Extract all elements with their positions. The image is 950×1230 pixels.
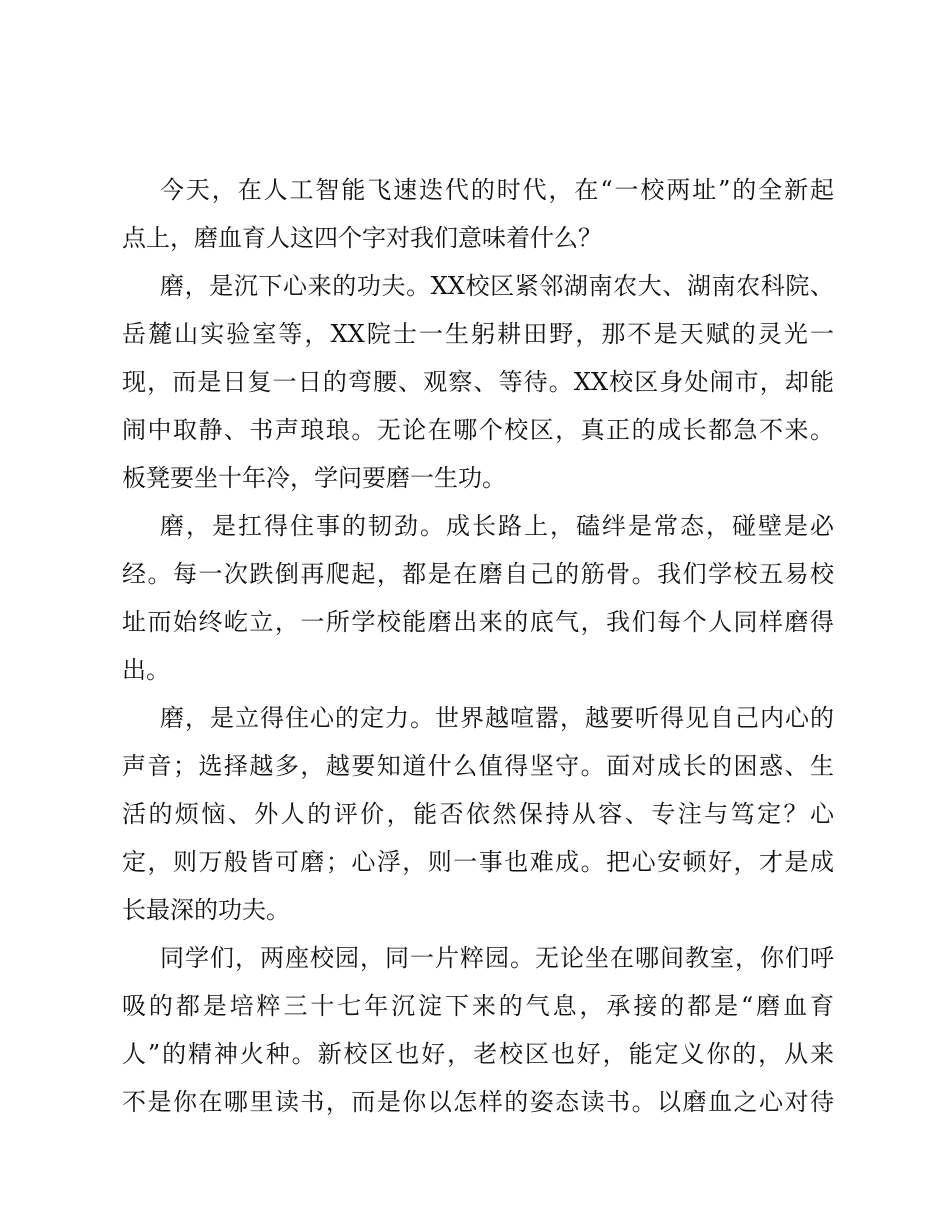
- paragraph-5: [122, 934, 834, 1126]
- paragraph-line: 人”的精神火种。新校区也好，老校区也好，能定义你的，从来: [122, 1040, 834, 1068]
- paragraph-1: [122, 166, 834, 262]
- paragraph-line: 同学们，两座校园，同一片粹园。无论坐在哪间教室，你们呼: [160, 944, 834, 972]
- paragraph-3: [122, 502, 834, 694]
- paragraph-line: 今天，在人工智能飞速迭代的时代，在“一校两址”的全新起: [160, 176, 834, 204]
- paragraph-line: 出。: [122, 656, 170, 684]
- paragraph-line: 活的烦恼、外人的评价，能否依然保持从容、专注与笃定？心: [122, 800, 834, 828]
- paragraph-line: 址而始终屹立，一所学校能磨出来的底气，我们每个人同样磨得: [122, 608, 834, 636]
- paragraph-line: 声音；选择越多，越要知道什么值得坚守。面对成长的困惑、生: [122, 752, 834, 780]
- document-body: [122, 166, 834, 1126]
- paragraph-line: 不是你在哪里读书，而是你以怎样的姿态读书。以磨血之心对待: [122, 1088, 834, 1116]
- paragraph-line: 闹中取静、书声琅琅。无论在哪个校区，真正的成长都急不来。: [122, 416, 834, 444]
- paragraph-line: 长最深的功夫。: [122, 896, 290, 924]
- paragraph-line: 现，而是日复一日的弯腰、观察、等待。XX校区身处闹市，却能: [122, 368, 834, 396]
- paragraph-line: 经。每一次跌倒再爬起，都是在磨自己的筋骨。我们学校五易校: [122, 560, 834, 588]
- paragraph-line: 吸的都是培粹三十七年沉淀下来的气息，承接的都是“磨血育: [122, 992, 834, 1020]
- paragraph-line: 定，则万般皆可磨；心浮，则一事也难成。把心安顿好，才是成: [122, 848, 834, 876]
- paragraph-line: 板凳要坐十年冷，学问要磨一生功。: [122, 464, 506, 492]
- paragraph-4: [122, 694, 834, 934]
- paragraph-line: 点上，磨血育人这四个字对我们意味着什么？: [122, 224, 602, 252]
- paragraph-line: 磨，是扛得住事的韧劲。成长路上，磕绊是常态，碰壁是必: [160, 512, 834, 540]
- paragraph-line: 磨，是立得住心的定力。世界越喧嚣，越要听得见自己内心的: [160, 704, 834, 732]
- paragraph-line: 岳麓山实验室等，XX院士一生躬耕田野，那不是天赋的灵光一: [122, 320, 834, 348]
- paragraph-line: 磨，是沉下心来的功夫。XX校区紧邻湖南农大、湖南农科院、: [160, 272, 834, 300]
- paragraph-2: [122, 262, 834, 502]
